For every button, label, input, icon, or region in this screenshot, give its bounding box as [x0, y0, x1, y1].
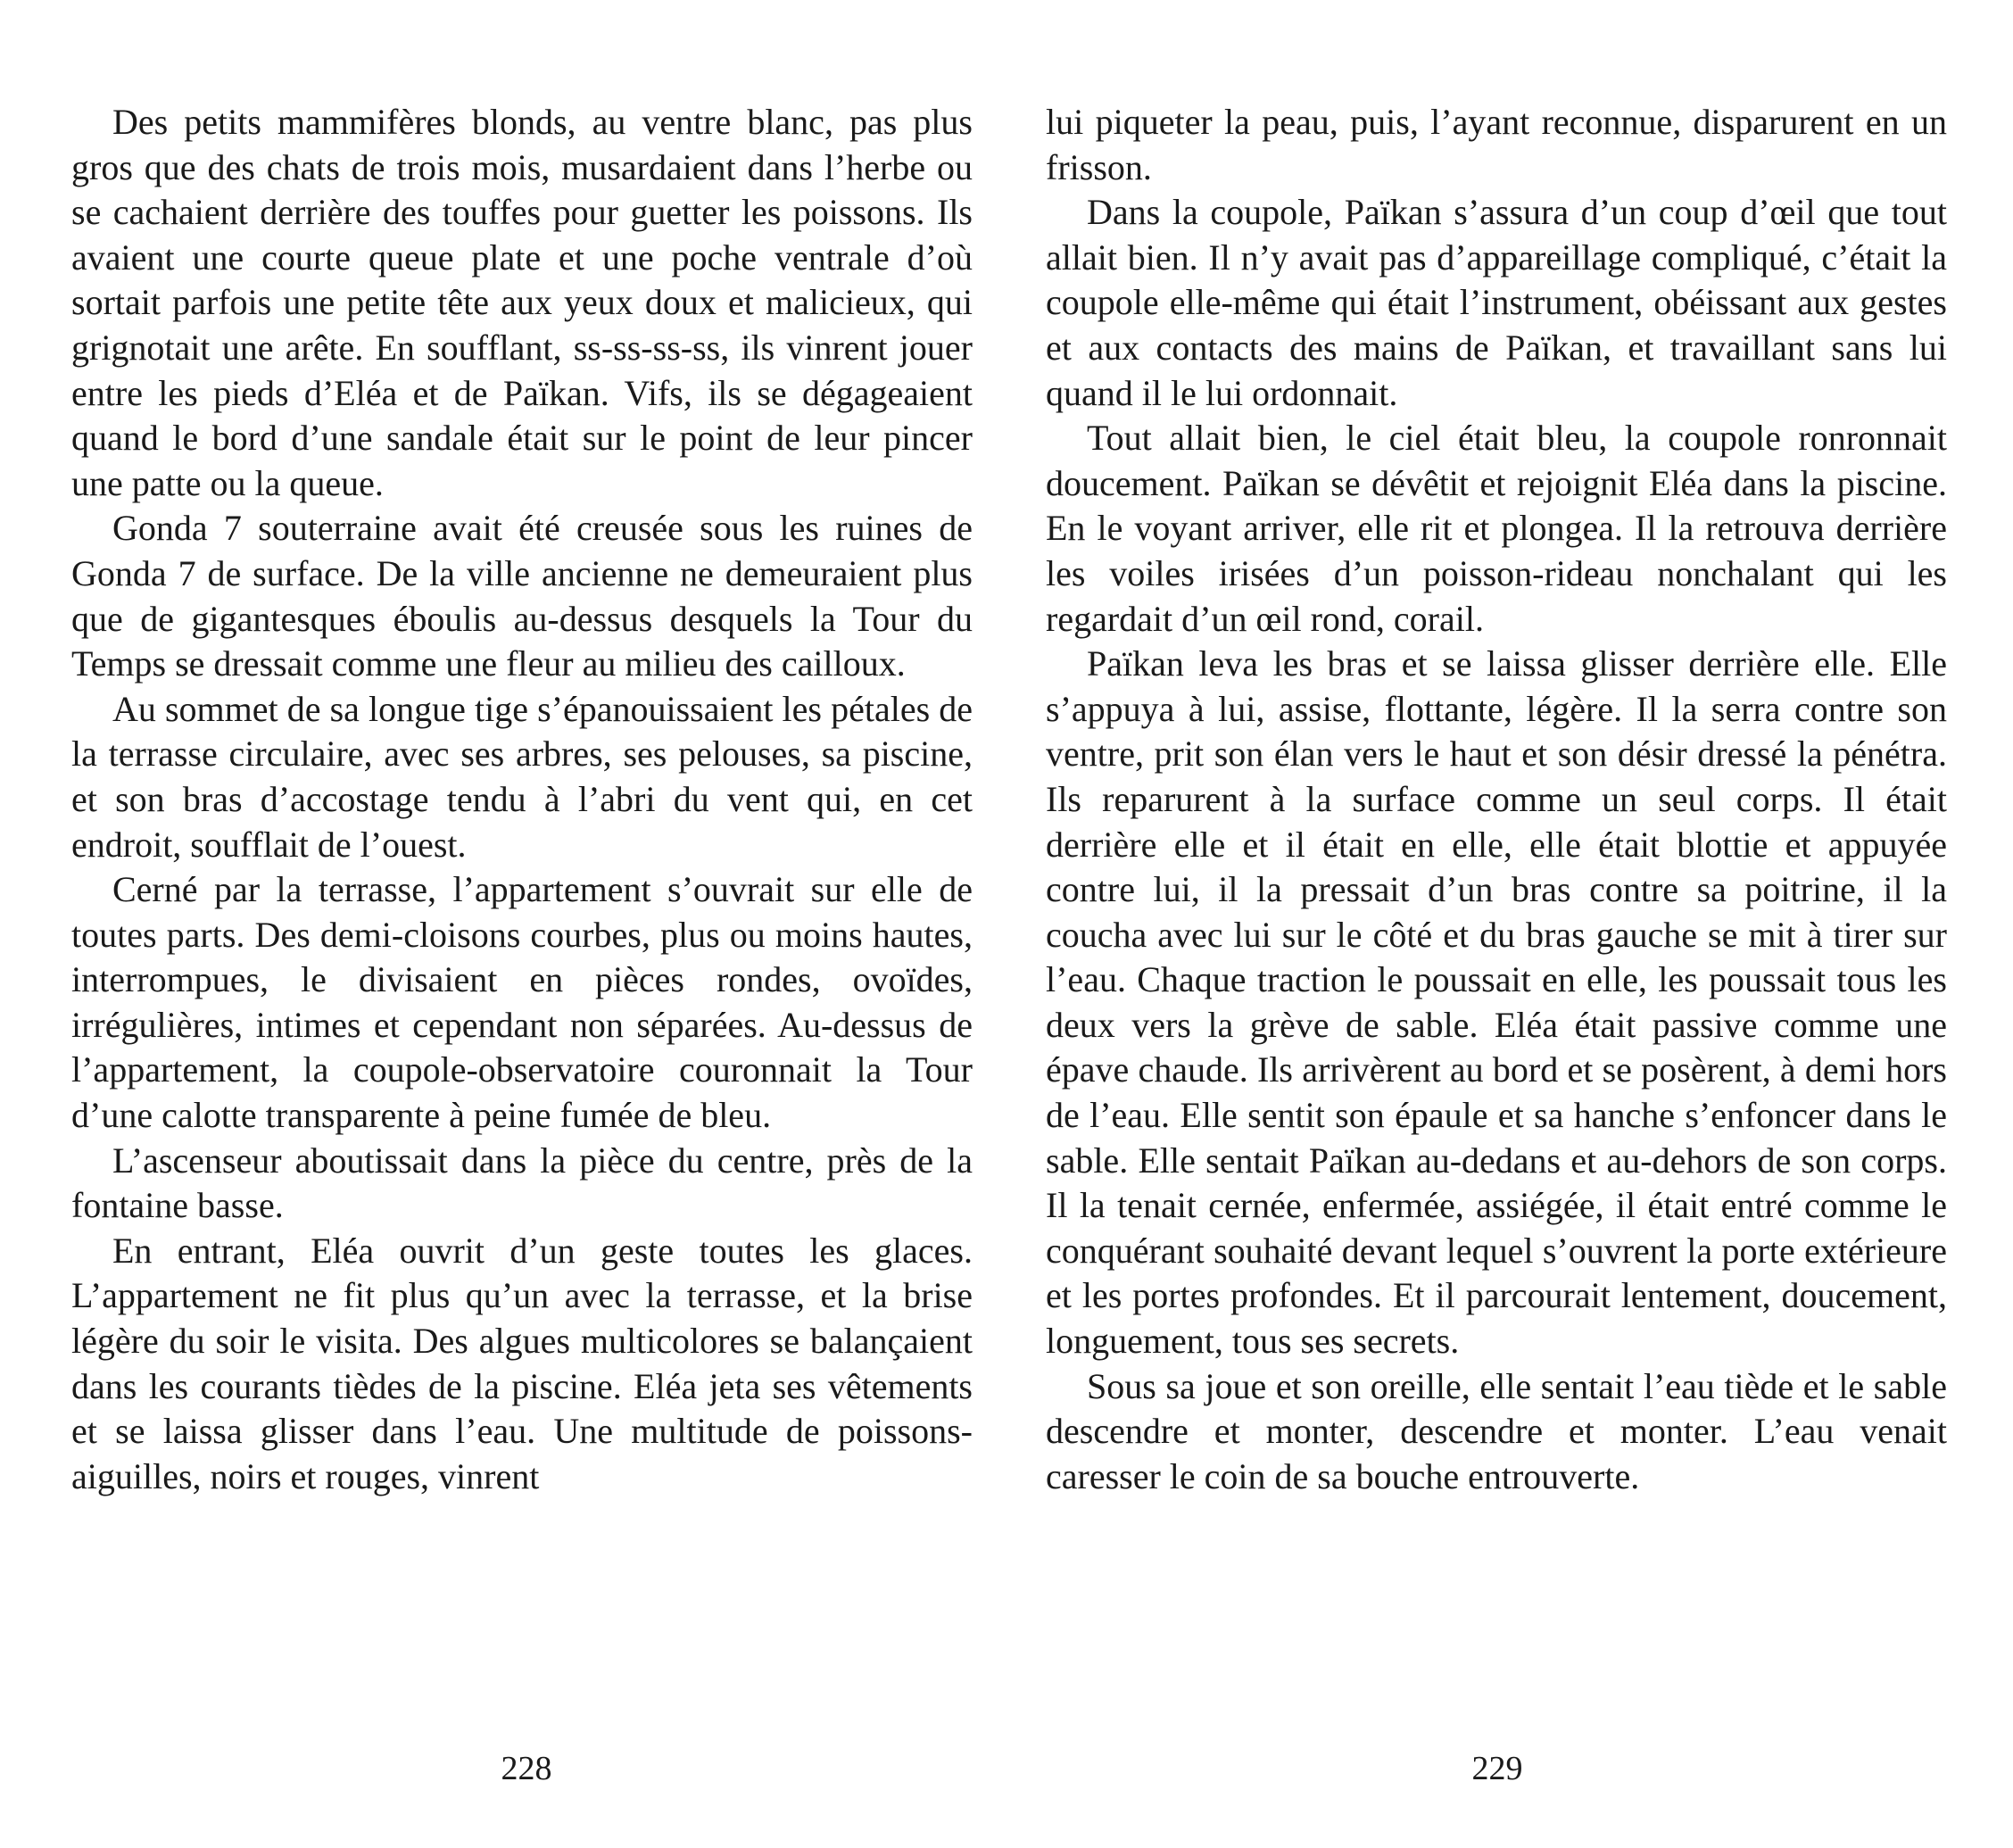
left-page [71, 100, 973, 1499]
right-page-text [1046, 100, 1947, 1499]
paragraph: Païkan leva les bras et se laissa glisser derrière elle. Elle s’appuya à lui, assise, flottante, légère. Il la serra contre son ventre, prit son élan vers le haut et son désir dressé la pénétra. Ils reparurent à la surface comme un seul corps. Il était derrière elle et il était en elle, elle était blottie et appuyée contre lui, il la pressait d’un bras contre sa poitrine, il la coucha avec lui sur le côté et du bras gauche se mit à tirer sur l’eau. Chaque traction le poussait en elle, les poussait tous les deux vers la grève de sable. Eléa était passive comme une épave chaude. Ils arrivèrent au bord et se posèrent, à demi hors de l’eau. Elle sentit son épaule et sa hanche s’enfoncer dans le sable. Elle sentait Païkan au-dedans et au-dehors de son corps. Il la tenait cernée, enfermée, assiégée, il était entré comme le conquérant souhaité devant lequel s’ouvrent la porte extérieure et les portes profondes. Et il parcourait lentement, doucement, longuement, tous ses secrets. [1046, 643, 1947, 1362]
gutter [1006, 0, 1007, 1848]
right-page [1046, 100, 1947, 1499]
left-page-text [71, 100, 973, 1499]
paragraph: L’ascenseur aboutissait dans la pièce du centre, près de la fontaine basse. [71, 1139, 973, 1226]
paragraph: Sous sa joue et son oreille, elle sentait l’eau tiède et le sable descendre et monter, descendre et monter. L’eau venait caresser le coin de sa bouche entrouverte. [1046, 1365, 1947, 1496]
paragraph: En entrant, Eléa ouvrit d’un geste toutes les glaces. L’appartement ne fit plus qu’un avec la terrasse, et la brise légère du soir le visita. Des algues multicolores se balançaient dans les courants tièdes de la piscine. Eléa jeta ses vêtements et se laissa glisser dans l’eau. Une multitude de poissons-aiguilles, noirs et rouges, vinrent [71, 1230, 973, 1496]
page-number-left: 228 [501, 1750, 552, 1787]
page-number-right: 229 [1471, 1750, 1523, 1787]
paragraph: Des petits mammifères blonds, au ventre blanc, pas plus gros que des chats de trois mois, musardaient dans l’herbe ou se cachaient derrière des touffes pour guetter les poissons. Ils avaient une courte queue plate et une poche ventrale d’où sortait parfois une petite tête aux yeux doux et malicieux, qui grignotait une arête. En soufflant, ss-ss-ss-ss, ils vinrent jouer entre les pieds d’Eléa et de Païkan. Vifs, ils se dégageaient quand le bord d’une sandale était sur le point de leur pincer une patte ou la queue. [71, 102, 973, 503]
paragraph: Gonda 7 souterraine avait été creusée sous les ruines de Gonda 7 de surface. De la ville ancienne ne demeuraient plus que de gigantesques éboulis au-dessus desquels la Tour du Temps se dressait comme une fleur au milieu des cailloux. [71, 508, 973, 684]
continued-paragraph: lui piqueter la peau, puis, l’ayant reconnue, disparurent en un frisson. [1046, 102, 1947, 187]
paragraph: Cerné par la terrasse, l’appartement s’ouvrait sur elle de toutes parts. Des demi-cloisons courbes, plus ou moins hautes, interrompues, le divisaient en pièces rondes, ovoïdes, irrégulières, intimes et cependant non séparées. Au-dessus de l’appartement, la coupole-observatoire couronnait la Tour d’une calotte transparente à peine fumée de bleu. [71, 869, 973, 1136]
paragraph: Au sommet de sa longue tige s’épanouissaient les pétales de la terrasse circulaire, avec ses arbres, ses pelouses, sa piscine, et son bras d’accostage tendu à l’abri du vent qui, en cet endroit, soufflait de l’ouest. [71, 688, 973, 865]
paragraph: Dans la coupole, Païkan s’assura d’un coup d’œil que tout allait bien. Il n’y avait pas d’appareillage compliqué, c’était la coupole elle-même qui était l’instrument, obéissant aux gestes et aux contacts des mains de Païkan, et travaillant sans lui quand il le lui ordonnait. [1046, 192, 1947, 413]
paragraph: Tout allait bien, le ciel était bleu, la coupole ronronnait doucement. Païkan se dévêtit et rejoignit Eléa dans la piscine. En le voyant arriver, elle rit et plongea. Il la retrouva derrière les voiles irisées d’un poisson-rideau nonchalant qui les regardait d’un œil rond, corail. [1046, 418, 1947, 639]
